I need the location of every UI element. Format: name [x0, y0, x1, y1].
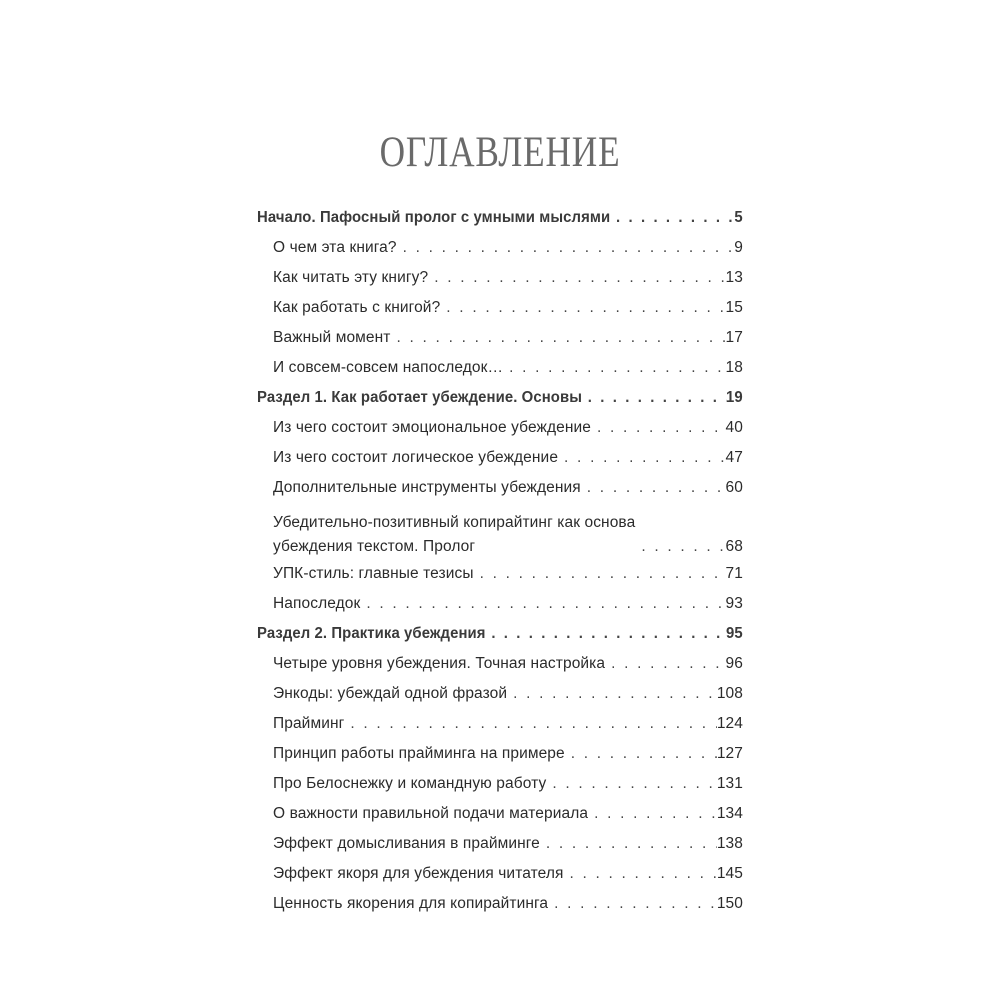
toc-entry-title: Про Белоснежку и командную работу — [273, 775, 547, 792]
toc-page-number: 95 — [726, 625, 743, 642]
toc-page-number: 71 — [725, 565, 743, 582]
toc-page-number: 145 — [716, 865, 743, 882]
toc-entry-title: О важности правильной подачи материала — [273, 805, 589, 822]
toc-page-number: 96 — [725, 655, 743, 672]
toc-part-entry — [257, 385, 743, 415]
toc-entry — [257, 741, 743, 771]
toc-entry-title: Из чего состоит эмоциональное убеждение — [273, 419, 591, 436]
toc-entry-title: Напоследок — [273, 595, 361, 612]
toc-entry — [257, 445, 743, 475]
dot-leader — [581, 473, 726, 505]
page-title: ОГЛАВЛЕНИЕ — [379, 129, 621, 176]
dot-leader — [558, 443, 726, 475]
dot-leader — [588, 799, 717, 831]
toc-entry — [257, 325, 743, 355]
toc-entry — [257, 771, 743, 801]
toc-entry-title: И совсем-совсем напоследок… — [273, 359, 504, 376]
toc-entry — [257, 415, 743, 445]
toc-entry-title: Дополнительные инструменты убеждения — [273, 479, 581, 496]
dot-leader — [548, 889, 717, 921]
toc-entry — [257, 831, 743, 861]
toc-entry — [257, 355, 743, 385]
toc-entry — [257, 591, 743, 621]
toc-page-number: 18 — [725, 359, 743, 376]
toc-page-number: 68 — [725, 538, 743, 555]
dot-leader — [546, 769, 717, 801]
toc-entry-title: Эффект якоря для убеждения читателя — [273, 865, 564, 882]
toc-page-number: 131 — [716, 775, 743, 792]
dot-leader — [635, 535, 725, 561]
toc-entry-title: Четыре уровня убеждения. Точная настройка — [273, 655, 606, 672]
toc-entry-title: Раздел 1. Как работает убеждение. Основы — [257, 389, 583, 406]
toc-page-number: 60 — [725, 479, 743, 496]
toc-entry-title: Как работать с книгой? — [273, 299, 441, 316]
toc-entry-title: Ценность якорения для копирайтинга — [273, 895, 549, 912]
toc-entry-title: Эффект домысливания в прайминге — [273, 835, 540, 852]
toc-page-number: 150 — [716, 895, 743, 912]
dot-leader — [563, 859, 716, 891]
toc-entry — [257, 561, 743, 591]
dot-leader — [474, 559, 726, 591]
dot-leader — [503, 353, 725, 385]
dot-leader — [610, 203, 734, 235]
toc-page-number: 138 — [716, 835, 743, 852]
toc-entry-title: О чем эта книга? — [273, 239, 397, 256]
toc-entry — [257, 711, 743, 741]
toc-entry-title: Раздел 2. Практика убеждения — [257, 625, 486, 642]
toc-entry-title: Из чего состоит логическое убеждение — [273, 449, 559, 466]
toc-entry-title: Начало. Пафосный пролог с умными мыслями — [257, 209, 611, 226]
toc-part-entry — [257, 205, 743, 235]
toc-entry — [257, 891, 743, 921]
dot-leader — [540, 829, 717, 861]
toc-entry — [257, 235, 743, 265]
toc-entry — [257, 681, 743, 711]
toc-entry — [257, 265, 743, 295]
toc-page-number: 108 — [716, 685, 743, 702]
toc-entry — [257, 295, 743, 325]
table-of-contents — [257, 205, 743, 921]
toc-page-number: 17 — [725, 329, 743, 346]
toc-page-number: 15 — [725, 299, 743, 316]
dot-leader — [507, 679, 717, 711]
toc-page-number: 5 — [734, 209, 743, 226]
toc-page-number: 93 — [725, 595, 743, 612]
toc-page-number: 47 — [725, 449, 743, 466]
toc-entry-title: Энкоды: убеждай одной фразой — [273, 685, 508, 702]
dot-leader — [440, 293, 725, 325]
toc-entry-title: Убедительно-позитивный копирайтинг как основа убеждения текстом. Пролог — [273, 514, 636, 555]
dot-leader — [605, 649, 725, 681]
toc-page-number: 40 — [725, 419, 743, 436]
dot-leader — [360, 589, 725, 621]
toc-entry-title: УПК-стиль: главные тезисы — [273, 565, 474, 582]
toc-entry — [257, 861, 743, 891]
dot-leader — [486, 619, 726, 651]
dot-leader — [428, 263, 725, 295]
toc-entry-title: Как читать эту книгу? — [273, 269, 429, 286]
toc-page-number: 9 — [734, 239, 743, 256]
toc-entry-title: Прайминг — [273, 715, 345, 732]
dot-leader — [391, 323, 726, 355]
toc-entry-title: Принцип работы прайминга на примере — [273, 745, 565, 762]
dot-leader — [591, 413, 726, 445]
toc-page-number: 124 — [716, 715, 743, 732]
toc-entry — [257, 801, 743, 831]
toc-entry — [257, 509, 743, 561]
dot-leader — [397, 233, 735, 265]
toc-page-number: 13 — [725, 269, 743, 286]
dot-leader — [344, 709, 716, 741]
toc-page-number: 134 — [716, 805, 743, 822]
toc-page-number: 127 — [716, 745, 743, 762]
dot-leader — [582, 383, 726, 415]
toc-entry — [257, 475, 743, 505]
toc-entry-title: Важный момент — [273, 329, 391, 346]
dot-leader — [565, 739, 717, 771]
toc-part-entry — [257, 621, 743, 651]
toc-entry — [257, 651, 743, 681]
toc-page-number: 19 — [726, 389, 743, 406]
